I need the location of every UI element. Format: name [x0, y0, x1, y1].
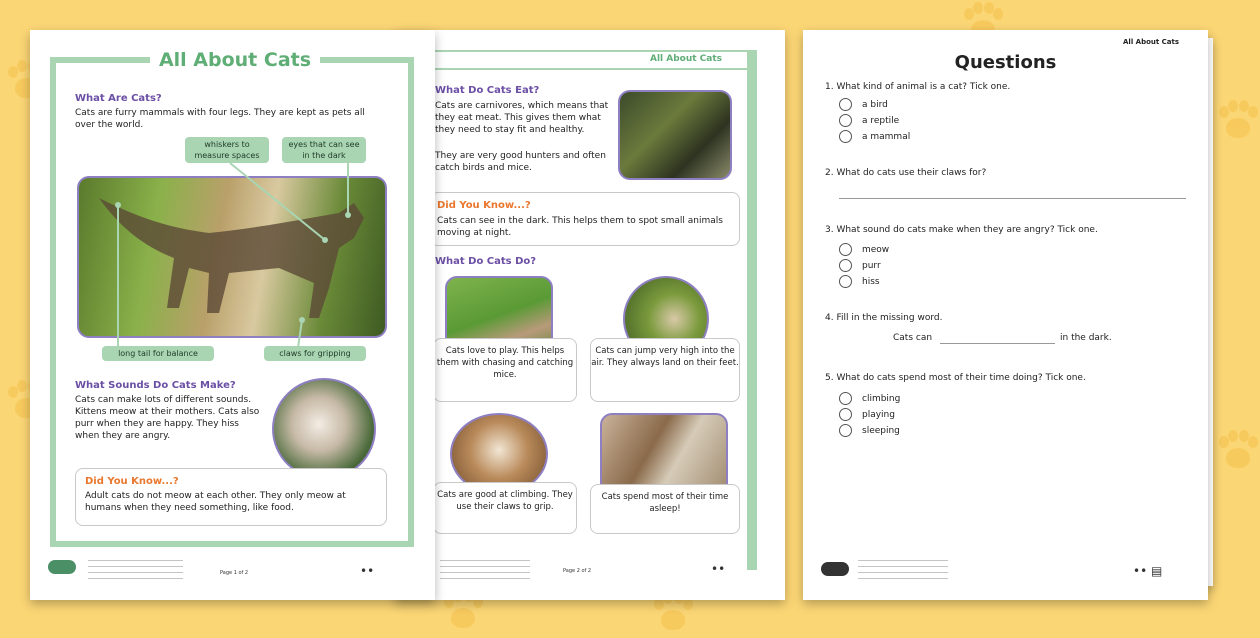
- answer-line[interactable]: [839, 198, 1186, 199]
- option-row[interactable]: hiss: [839, 275, 880, 288]
- option-row[interactable]: sleeping: [839, 424, 900, 437]
- radio-button[interactable]: [839, 98, 852, 111]
- question-1: 1. What kind of animal is a cat? Tick one.: [825, 82, 1011, 92]
- fill-in-text-before: Cats can: [893, 333, 933, 343]
- section-heading: What Are Cats?: [75, 93, 162, 104]
- footer-text: [440, 560, 530, 580]
- worksheet-questions-page: [803, 30, 1208, 600]
- page-header: All About Cats: [1123, 38, 1180, 46]
- worksheet-page-2: [395, 30, 785, 600]
- page-border: [425, 50, 757, 52]
- caption-jump: Cats can jump very high into the air. They always land on their feet.: [590, 338, 740, 402]
- radio-button[interactable]: [839, 392, 852, 405]
- footer-text: [88, 560, 183, 580]
- page-title: Questions: [954, 52, 1057, 73]
- radio-button[interactable]: [839, 408, 852, 421]
- question-3: 3. What sound do cats make when they are angry? Tick one.: [825, 225, 1098, 235]
- did-you-know-text: Cats can see in the dark. This helps them to spot small animals moving at night.: [437, 216, 723, 238]
- footer-logo: [48, 560, 76, 574]
- footer-icons: ••: [360, 564, 375, 578]
- option-row[interactable]: a bird: [839, 98, 888, 111]
- caption-climb: Cats are good at climbing. They use their claws to grip.: [433, 482, 577, 534]
- section-text: Cats are furry mammals with four legs. They are kept as pets all over the world.: [75, 108, 365, 130]
- caption-play: Cats love to play. This helps them with chasing and catching mice.: [433, 338, 577, 402]
- radio-button[interactable]: [839, 114, 852, 127]
- label-tail: long tail for balance: [102, 346, 214, 361]
- paw-print-icon: [1215, 100, 1260, 146]
- page-number: Page 1 of 2: [220, 570, 249, 576]
- page-title: All About Cats: [150, 48, 320, 72]
- question-4: 4. Fill in the missing word.: [825, 313, 943, 323]
- label-whiskers: whiskers to measure spaces: [185, 137, 269, 163]
- option-row[interactable]: meow: [839, 243, 889, 256]
- question-2: 2. What do cats use their claws for?: [825, 168, 987, 178]
- page-number: Page 2 of 2: [563, 568, 592, 574]
- radio-button[interactable]: [839, 259, 852, 272]
- radio-button[interactable]: [839, 130, 852, 143]
- page-border: [747, 50, 757, 570]
- option-row[interactable]: climbing: [839, 392, 900, 405]
- section-heading: What Sounds Do Cats Make?: [75, 380, 236, 391]
- worksheet-page-1: [30, 30, 435, 600]
- fill-in-blank-line[interactable]: [940, 343, 1055, 344]
- option-row[interactable]: a mammal: [839, 130, 910, 143]
- option-row[interactable]: a reptile: [839, 114, 899, 127]
- page-header: All About Cats: [650, 54, 723, 64]
- fill-in-text-after: in the dark.: [1060, 333, 1112, 343]
- paw-print-icon: [1215, 430, 1260, 476]
- question-5: 5. What do cats spend most of their time doing? Tick one.: [825, 373, 1086, 383]
- option-row[interactable]: purr: [839, 259, 881, 272]
- footer-text: [858, 560, 948, 580]
- footer-icons: •• ▤: [1133, 564, 1163, 578]
- kitten-meowing-photo: [272, 378, 376, 480]
- cat-hunting-photo: [618, 90, 732, 180]
- section-heading: What Do Cats Eat?: [435, 85, 540, 96]
- did-you-know-heading: Did You Know...?: [85, 476, 179, 487]
- section-text: Cats are carnivores, which means that they eat meat. This gives them what they need to stay fit and healthy.: [435, 101, 609, 135]
- option-row[interactable]: playing: [839, 408, 895, 421]
- tabby-cat-photo: [77, 176, 387, 338]
- footer-icons: ••: [711, 562, 726, 576]
- section-text: Cats can make lots of different sounds. Kittens meow at their mothers. Cats also purr when they are happy. They hiss when they are angry.: [75, 395, 260, 441]
- radio-button[interactable]: [839, 424, 852, 437]
- label-eyes: eyes that can see in the dark: [282, 137, 366, 163]
- label-claws: claws for gripping: [264, 346, 366, 361]
- radio-button[interactable]: [839, 243, 852, 256]
- did-you-know-text: Adult cats do not meow at each other. They only meow at humans when they need something, like food.: [85, 491, 346, 513]
- section-text: They are very good hunters and often catch birds and mice.: [435, 151, 606, 173]
- footer-logo: [821, 562, 849, 576]
- radio-button[interactable]: [839, 275, 852, 288]
- caption-sleep: Cats spend most of their time asleep!: [590, 484, 740, 534]
- cat-silhouette: [79, 178, 385, 336]
- page-border: [425, 68, 747, 70]
- section-heading: What Do Cats Do?: [435, 256, 537, 267]
- did-you-know-heading: Did You Know...?: [437, 200, 531, 211]
